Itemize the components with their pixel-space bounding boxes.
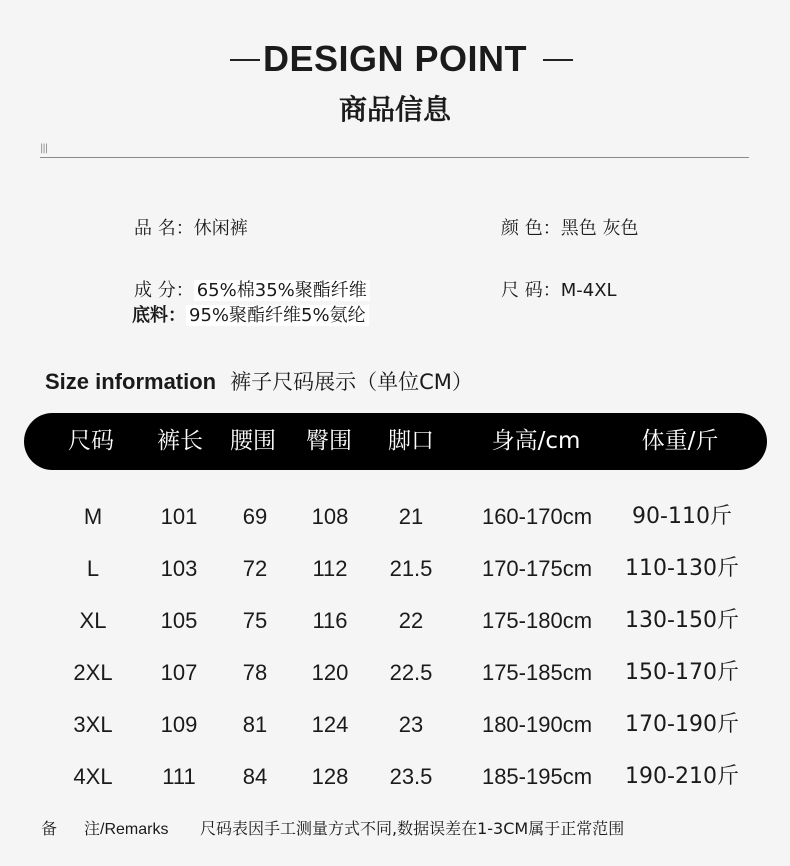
cell-hip: 116: [312, 608, 348, 633]
page-subtitle: 商品信息: [338, 93, 451, 126]
cell-height: 175-185cm: [481, 660, 593, 685]
product-size-label: 尺 码：: [501, 280, 561, 301]
cell-leg-opening: 23.5: [389, 764, 433, 789]
cell-waist: 81: [242, 712, 268, 737]
cell-hip: 112: [312, 556, 348, 581]
cell-weight: 90-110斤: [632, 504, 732, 529]
cell-length: 111: [162, 764, 196, 789]
size-heading-en: Size information: [45, 369, 217, 394]
composition-label: 成 分：: [134, 280, 194, 301]
table-header-leg-opening: 脚口: [388, 428, 434, 454]
cell-leg-opening: 22.5: [389, 660, 433, 685]
table-header-hip: 臀围: [306, 428, 352, 454]
cell-length: 107: [160, 660, 198, 685]
cell-weight: 130-150斤: [625, 608, 739, 633]
product-size-value: M-4XL: [560, 280, 617, 301]
product-name-value: 休闲裤: [193, 218, 248, 239]
lining-value: 95%聚酯纤维5%氨纶: [186, 305, 369, 326]
remarks-label-1: 备: [41, 819, 58, 838]
product-color: [501, 214, 638, 240]
cell-weight: 110-130斤: [625, 556, 739, 581]
cell-length: 105: [160, 608, 198, 633]
table-header-size: 尺码: [68, 428, 114, 454]
cell-leg-opening: 21: [398, 504, 424, 529]
cell-size: L: [86, 556, 100, 581]
lining-label: 底料：: [132, 305, 186, 326]
divider-rule: [40, 157, 749, 158]
cell-waist: 75: [242, 608, 268, 633]
cell-size: 3XL: [73, 712, 113, 737]
composition-value: 65%棉35%聚酯纤维: [194, 280, 370, 301]
cell-length: 109: [160, 712, 198, 737]
size-heading-zh: 裤子尺码展示（单位CM）: [230, 370, 473, 394]
cell-height: 175-180cm: [481, 608, 593, 633]
table-header-length: 裤长: [157, 428, 203, 454]
cell-waist: 84: [242, 764, 268, 789]
cell-length: 101: [160, 504, 198, 529]
cell-hip: 120: [311, 660, 349, 685]
product-composition: [134, 276, 370, 302]
rule-tick-mark: |||: [40, 143, 48, 154]
table-header-height: 身高/cm: [491, 428, 581, 454]
table-header-waist: 腰围: [230, 428, 276, 454]
cell-length: 103: [160, 556, 198, 581]
cell-leg-opening: 23: [398, 712, 424, 737]
cell-height: 180-190cm: [481, 712, 593, 737]
cell-height: 185-195cm: [481, 764, 593, 789]
page-title: DESIGN POINT: [262, 38, 528, 79]
cell-size: M: [83, 504, 103, 529]
product-name-label: 品 名：: [134, 218, 194, 239]
remarks-text: 尺码表因手工测量方式不同,数据误差在1-3CM属于正常范围: [200, 819, 625, 838]
remarks-label-2: 注/Remarks: [84, 821, 169, 838]
cell-weight: 190-210斤: [625, 764, 739, 789]
cell-size: 4XL: [73, 764, 113, 789]
cell-height: 170-175cm: [481, 556, 593, 581]
product-color-label: 颜 色：: [501, 218, 561, 239]
product-size: [501, 276, 617, 302]
cell-waist: 72: [242, 556, 268, 581]
cell-weight: 170-190斤: [625, 712, 739, 737]
cell-leg-opening: 22: [398, 608, 424, 633]
cell-waist: 78: [242, 660, 268, 685]
cell-hip: 124: [311, 712, 349, 737]
cell-weight: 150-170斤: [625, 660, 739, 685]
product-name: [134, 214, 248, 240]
cell-waist: 69: [242, 504, 268, 529]
table-header-weight: 体重/斤: [641, 428, 719, 454]
cell-leg-opening: 21.5: [389, 556, 433, 581]
cell-hip: 108: [311, 504, 349, 529]
cell-hip: 128: [311, 764, 349, 789]
cell-size: 2XL: [73, 660, 113, 685]
cell-height: 160-170cm: [481, 504, 593, 529]
cell-size: XL: [79, 608, 107, 633]
product-color-value: 黑色 灰色: [560, 218, 639, 239]
size-section-heading: [45, 366, 473, 396]
product-lining: [132, 301, 369, 327]
title-dash-right: [543, 59, 573, 61]
